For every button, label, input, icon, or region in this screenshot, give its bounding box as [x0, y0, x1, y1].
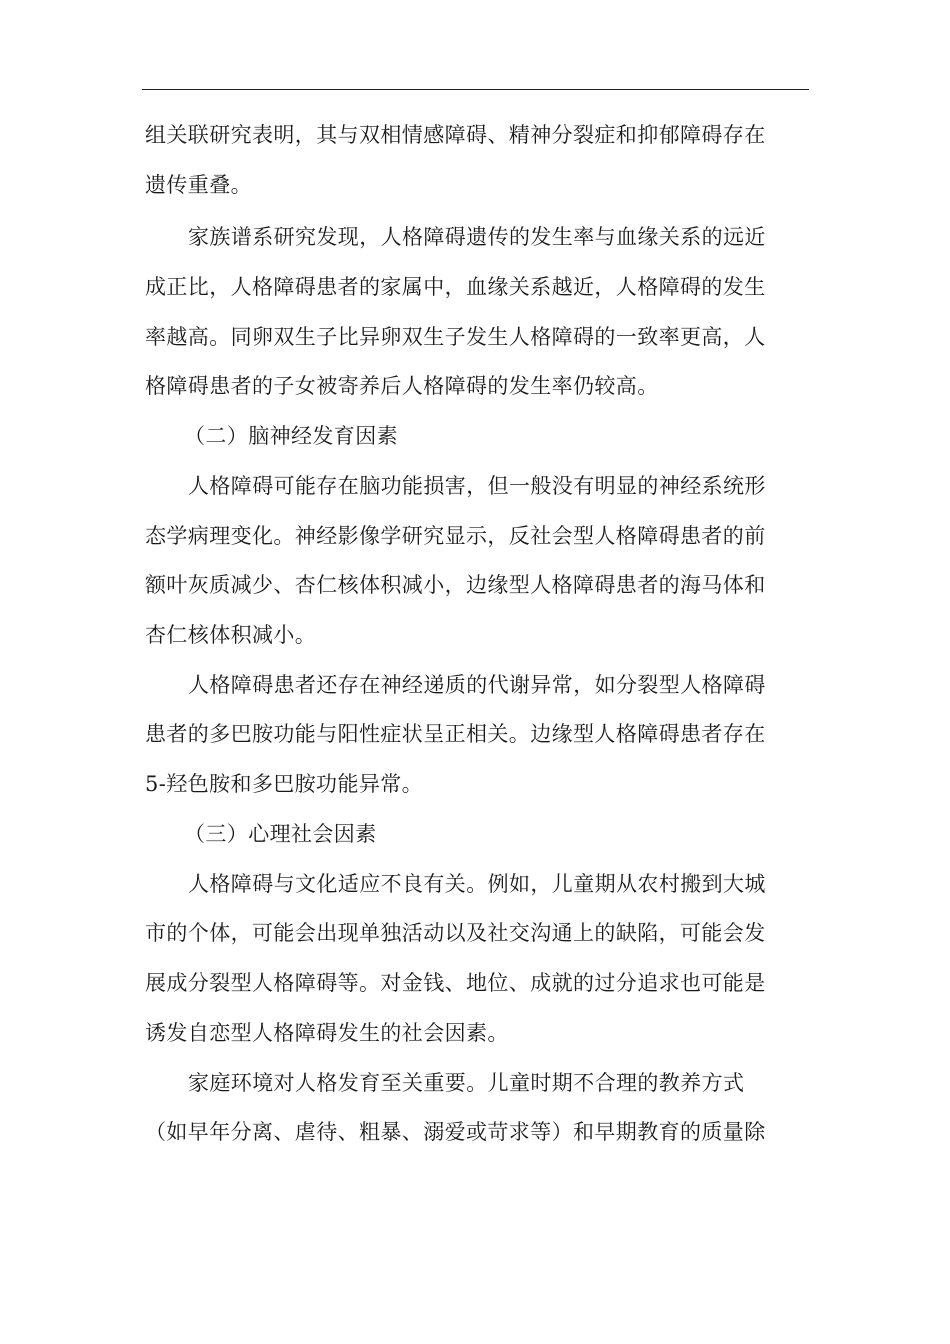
body-text-line: 额叶灰质减少、杏仁核体积减小，边缘型人格障碍患者的海马体和	[145, 573, 766, 597]
body-text-line: 展成分裂型人格障碍等。对金钱、地位、成就的过分追求也可能是	[145, 971, 766, 995]
paragraph-first-line: 人格障碍可能存在脑功能损害，但一般没有明显的神经系统形	[188, 474, 766, 498]
section-heading: （三）心理社会因素	[184, 822, 377, 846]
body-text-line: 市的个体，可能会出现单独活动以及社交沟通上的缺陷，可能会发	[145, 921, 766, 945]
body-text-line: （如早年分离、虐待、粗暴、溺爱或苛求等）和早期教育的质量除	[145, 1120, 766, 1144]
body-text-line: 5-羟色胺和多巴胺功能异常。	[145, 772, 424, 796]
paragraph-first-line: 人格障碍与文化适应不良有关。例如，儿童期从农村搬到大城	[188, 872, 766, 896]
paragraph-first-line: 家族谱系研究发现，人格障碍遗传的发生率与血缘关系的远近	[188, 225, 766, 249]
body-text-line: 患者的多巴胺功能与阳性症状呈正相关。边缘型人格障碍患者存在	[145, 722, 766, 746]
body-text-line: 态学病理变化。神经影像学研究显示，反社会型人格障碍患者的前	[145, 524, 766, 548]
body-text-line: 格障碍患者的子女被寄养后人格障碍的发生率仍较高。	[145, 374, 659, 398]
body-text-line: 遗传重叠。	[145, 173, 252, 197]
body-text-line: 成正比，人格障碍患者的家属中，血缘关系越近，人格障碍的发生	[145, 275, 766, 299]
body-text-line: 率越高。同卵双生子比异卵双生子发生人格障碍的一致率更高，人	[145, 325, 766, 349]
paragraph-first-line: 家庭环境对人格发育至关重要。儿童时期不合理的教养方式	[188, 1071, 745, 1095]
body-text-line: 组关联研究表明，其与双相情感障碍、精神分裂症和抑郁障碍存在	[145, 123, 766, 147]
section-heading: （二）脑神经发育因素	[184, 424, 398, 448]
paragraph-first-line: 人格障碍患者还存在神经递质的代谢异常，如分裂型人格障碍	[188, 673, 766, 697]
body-text-line: 诱发自恋型人格障碍发生的社会因素。	[145, 1021, 509, 1045]
body-text-line: 杏仁核体积减小。	[145, 623, 317, 647]
header-rule	[142, 89, 809, 90]
